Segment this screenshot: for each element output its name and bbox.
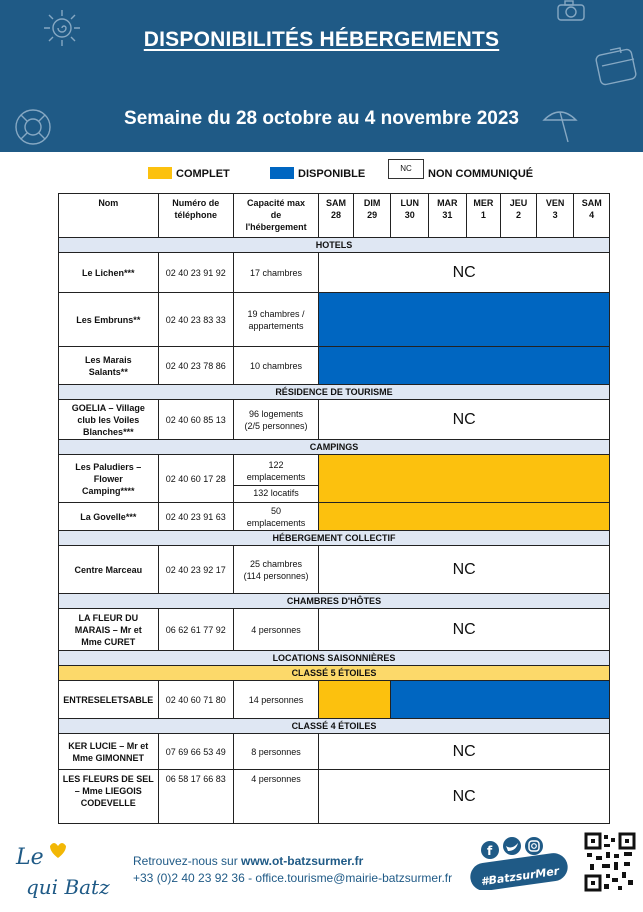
row-tel: 02 40 23 92 17: [158, 546, 233, 594]
row-name: Le Lichen***: [59, 253, 159, 293]
table-row: [59, 455, 610, 503]
row-name: KER LUCIE – Mr et Mme GIMONNET: [59, 734, 159, 770]
row-tel: 02 40 60 85 13: [158, 400, 233, 440]
row-capacity: 25 chambres (114 personnes): [233, 546, 318, 594]
table-row: [59, 770, 610, 824]
section-row: [59, 531, 610, 546]
header-day: DIM 29: [353, 194, 391, 238]
availability-nc: NC: [319, 770, 610, 824]
table-row: [59, 546, 610, 594]
row-name: ENTRESELETSABLE: [59, 681, 159, 719]
table-row: [59, 609, 610, 651]
availability-disponible: [319, 347, 610, 385]
footer-prefix: Retrouvez-nous sur: [133, 854, 242, 868]
footer-line-website: [133, 853, 452, 870]
table-row: [59, 734, 610, 770]
instagram-icon[interactable]: [525, 837, 543, 855]
row-capacity: 122 emplacements 132 locatifs: [233, 455, 318, 503]
legend-nc-box: NC: [388, 159, 424, 179]
row-tel: 06 58 17 66 83: [158, 770, 233, 824]
legend: [0, 157, 643, 187]
row-capacity: 8 personnes: [233, 734, 318, 770]
row-name: Centre Marceau: [59, 546, 159, 594]
subsection-classe5: CLASSÉ 5 ÉTOILES: [59, 666, 610, 681]
subsection-row: [59, 719, 610, 734]
svg-text:f: f: [487, 844, 493, 858]
legend-swatch-disponible: [270, 167, 294, 179]
availability-disponible: [319, 293, 610, 347]
row-tel: 06 62 61 77 92: [158, 609, 233, 651]
header-day: MER 1: [466, 194, 501, 238]
row-name: Les Marais Salants**: [59, 347, 159, 385]
heart-icon: [50, 843, 66, 858]
row-name: La Govelle***: [59, 503, 159, 531]
section-residence: RÉSIDENCE DE TOURISME: [59, 385, 610, 400]
legend-swatch-complet: [148, 167, 172, 179]
legend-label-nc: NON COMMUNIQUÉ: [428, 168, 534, 180]
website-link[interactable]: www.ot-batzsurmer.fr: [241, 854, 364, 868]
row-name: GOELIA – Village club les Voiles Blanches***: [59, 400, 159, 440]
section-row: [59, 594, 610, 609]
availability-nc: NC: [319, 734, 610, 770]
row-tel: 02 40 23 91 92: [158, 253, 233, 293]
availability-disponible: [391, 681, 610, 719]
row-tel: 02 40 23 78 86: [158, 347, 233, 385]
table-row: [59, 293, 610, 347]
page-title: DISPONIBILITÉS HÉBERGEMENTS: [143, 28, 500, 51]
row-tel: 07 69 66 53 49: [158, 734, 233, 770]
section-hotels: HOTELS: [59, 238, 610, 253]
row-name: Les Embruns**: [59, 293, 159, 347]
header-day: MAR 31: [429, 194, 467, 238]
row-capacity: 4 personnes: [233, 770, 318, 824]
le-qui-batz-logo: [12, 836, 122, 906]
row-name: LES FLEURS DE SEL – Mme LIEGOIS CODEVELLE: [59, 770, 159, 824]
table-row: [59, 503, 610, 531]
section-row: [59, 238, 610, 253]
availability-nc: NC: [319, 546, 610, 594]
availability-table: [58, 193, 610, 824]
camera-icon: [556, 0, 586, 22]
availability-complet: [319, 455, 610, 503]
availability-complet: [319, 503, 610, 531]
row-capacity: 4 personnes: [233, 609, 318, 651]
social-badge: [468, 836, 572, 890]
legend-label-complet: COMPLET: [176, 168, 230, 180]
subsection-row: [59, 666, 610, 681]
header-day: LUN 30: [391, 194, 429, 238]
logo-text-le: Le: [16, 845, 44, 870]
row-capacity-locatifs: 132 locatifs: [234, 485, 318, 500]
row-name: LA FLEUR DU MARAIS – Mr et Mme CURET: [59, 609, 159, 651]
row-tel: 02 40 23 91 63: [158, 503, 233, 531]
section-collectif: HÉBERGEMENT COLLECTIF: [59, 531, 610, 546]
row-tel: 02 40 60 17 28: [158, 455, 233, 503]
table-row: [59, 253, 610, 293]
row-capacity: 17 chambres: [233, 253, 318, 293]
header-tel: Numéro de téléphone: [158, 194, 233, 238]
row-name: Les Paludiers – Flower Camping****: [59, 455, 159, 503]
table-row: [59, 681, 610, 719]
week-subtitle: Semaine du 28 octobre au 4 novembre 2023: [124, 108, 519, 129]
row-capacity: 14 personnes: [233, 681, 318, 719]
legend-label-disponible: DISPONIBLE: [298, 168, 366, 180]
row-capacity: 10 chambres: [233, 347, 318, 385]
footer-phone-email[interactable]: +33 (0)2 40 23 92 36 - office.tourisme@mairie-batzsurmer.fr: [133, 871, 453, 885]
logo-text-qui-batz: qui Batz: [26, 875, 110, 899]
section-row: [59, 440, 610, 455]
availability-complet: [319, 681, 391, 719]
footer-contact: [133, 853, 452, 887]
table-header-row: [59, 194, 610, 238]
section-locations: LOCATIONS SAISONNIÈRES: [59, 651, 610, 666]
section-campings: CAMPINGS: [59, 440, 610, 455]
qr-code[interactable]: [584, 832, 636, 892]
row-tel: 02 40 23 83 33: [158, 293, 233, 347]
header-banner: [0, 0, 643, 152]
header-day: SAM 28: [319, 194, 354, 238]
header-day: VEN 3: [536, 194, 574, 238]
section-row: [59, 651, 610, 666]
subsection-classe4: CLASSÉ 4 ÉTOILES: [59, 719, 610, 734]
table-row: [59, 347, 610, 385]
header-day: JEU 2: [501, 194, 537, 238]
section-row: [59, 385, 610, 400]
row-tel: 02 40 60 71 80: [158, 681, 233, 719]
row-capacity: 19 chambres / appartements: [233, 293, 318, 347]
table-row: [59, 400, 610, 440]
twitter-icon[interactable]: [503, 837, 521, 855]
row-capacity: 96 logements (2/5 personnes): [233, 400, 318, 440]
header-capacite: Capacité max de l'hébergement: [233, 194, 318, 238]
availability-nc: NC: [319, 253, 610, 293]
header-nom: Nom: [59, 194, 159, 238]
row-capacity: 50 emplacements: [233, 503, 318, 531]
availability-nc: NC: [319, 609, 610, 651]
availability-nc: NC: [319, 400, 610, 440]
section-chambres: CHAMBRES D'HÔTES: [59, 594, 610, 609]
hashtag-text: #BatzsurMer: [480, 864, 560, 889]
header-day: SAM 4: [574, 194, 610, 238]
